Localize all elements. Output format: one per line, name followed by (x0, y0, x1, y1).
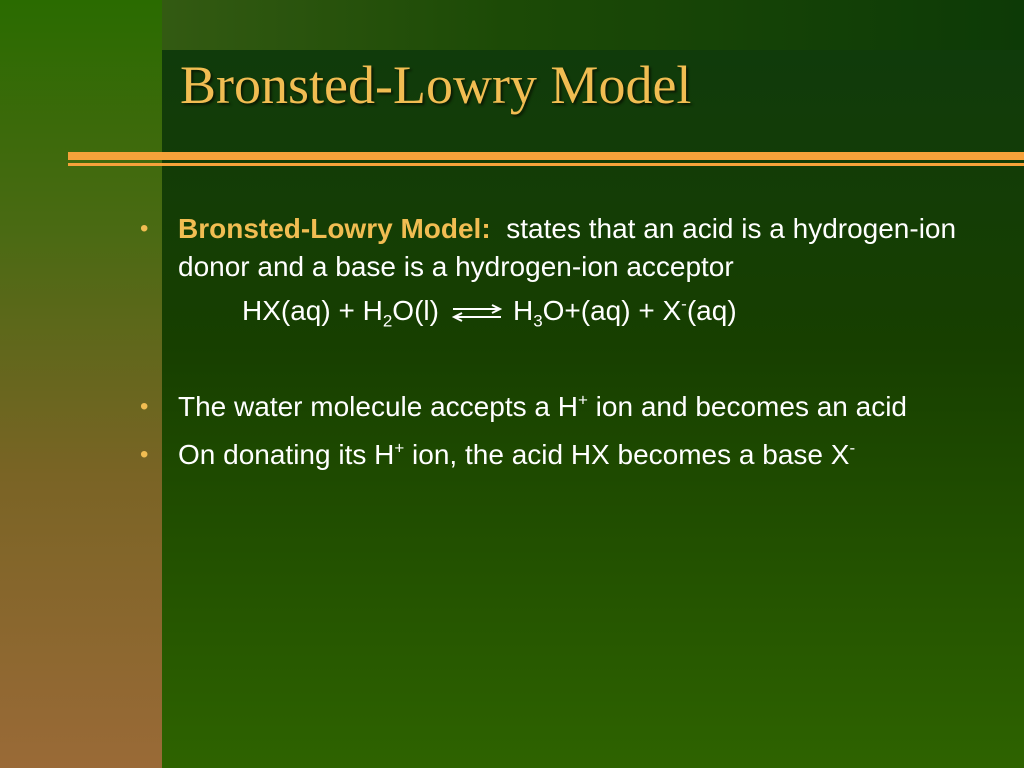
donation-superscript-2: - (849, 438, 856, 458)
equation-product-superscript: - (681, 294, 687, 314)
left-decorative-band (0, 0, 162, 768)
bullet-marker: • (140, 215, 149, 242)
title-underline-thick (68, 152, 1024, 160)
definition-text: states that an acid is a hydrogen-ion donor and a base is a hydrogen-ion acceptor (178, 213, 957, 282)
equation-product-part3: (aq) (686, 295, 737, 326)
definition-term: Bronsted-Lowry Model: (178, 213, 491, 244)
bullet-list (140, 210, 1000, 474)
water-text-part2: ion and becomes an acid (587, 390, 908, 422)
bullet-marker: • (140, 392, 149, 420)
water-text-part1: The water molecule accepts a H (178, 390, 578, 422)
donation-text-part2: ion, the acid HX becomes a base X (404, 438, 850, 470)
equilibrium-arrows-icon (451, 294, 503, 332)
bullet-item-water (140, 388, 1000, 426)
water-superscript: + (577, 390, 588, 410)
top-decorative-band (162, 0, 1024, 50)
equation-reactant-part2: O(l) (392, 295, 439, 326)
bullet-marker: • (140, 440, 149, 468)
equation-product-part1: H (512, 295, 534, 326)
equation-reactant-part1: HX(aq) + H (242, 295, 383, 326)
slide-title: Bronsted-Lowry Model (180, 55, 692, 115)
chemical-equation (140, 292, 1000, 332)
bullet-item-definition (140, 210, 1000, 286)
equation-product-part2: O+(aq) + X (542, 295, 682, 326)
donation-text-part1: On donating its H (178, 438, 395, 470)
title-underline-thin (68, 163, 1024, 166)
bullet-item-donation (140, 436, 1000, 474)
equation-reactant-subscript: 2 (382, 311, 393, 331)
equation-product-subscript: 3 (533, 311, 543, 331)
donation-superscript: + (394, 438, 405, 458)
